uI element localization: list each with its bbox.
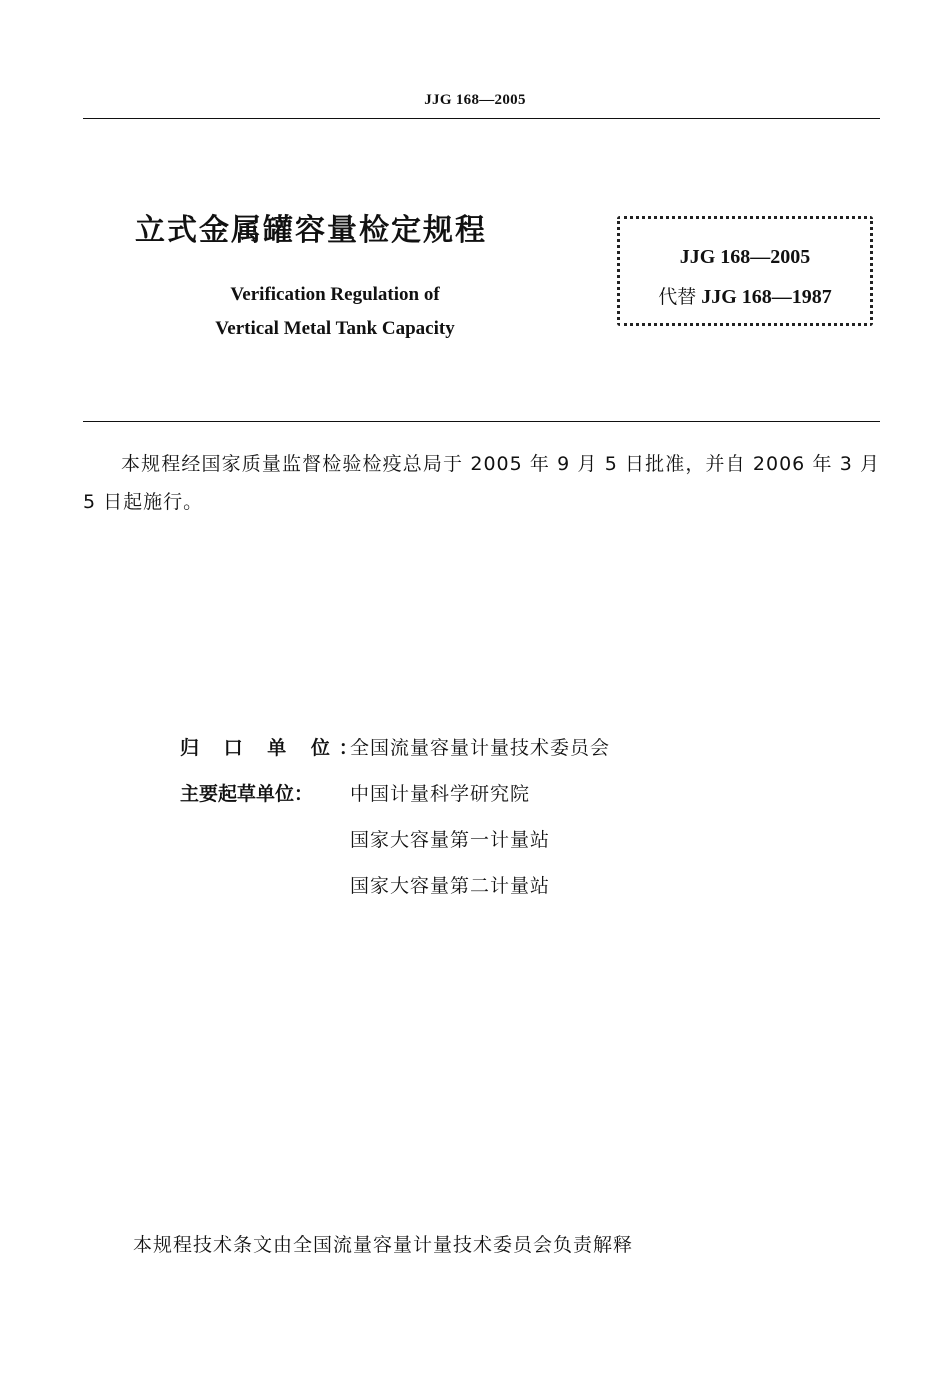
code-box-code: JJG 168—2005 — [679, 246, 811, 268]
responsible-unit-label: 归 口 单 位： — [180, 737, 367, 759]
title-english-line-2: Vertical Metal Tank Capacity — [215, 318, 455, 339]
replaces-prefix: 代替 — [658, 286, 697, 308]
section-rule — [83, 421, 880, 422]
drafting-unit-value-2: 国家大容量第一计量站 — [350, 829, 551, 851]
code-box-frame — [617, 216, 873, 326]
title-english-line-1: Verification Regulation of — [230, 284, 440, 305]
code-box-replaces — [617, 282, 873, 309]
drafting-unit-value-1: 中国计量科学研究院 — [350, 783, 531, 805]
responsible-unit-value: 全国流量容量计量技术委员会 — [350, 737, 611, 759]
title-chinese: 立式金属罐容量检定规程 — [135, 213, 487, 248]
drafting-unit-row — [180, 779, 530, 806]
running-header: JJG 168—2005 — [424, 92, 526, 108]
drafting-unit-row — [180, 871, 550, 898]
drafting-unit-value-3: 国家大容量第二计量站 — [350, 875, 551, 897]
responsible-unit-row — [180, 733, 610, 760]
interpretation-note: 本规程技术条文由全国流量容量计量技术委员会负责解释 — [133, 1234, 634, 1256]
header-rule — [83, 118, 880, 119]
drafting-unit-label: 主要起草单位： — [180, 783, 314, 805]
drafting-unit-row — [180, 825, 550, 852]
approval-paragraph: 本规程经国家质量监督检验检疫总局于 2005 年 9 月 5 日批准，并自 2006 年 3 月 5 日起施行。 — [83, 453, 880, 513]
replaces-code: JJG 168—1987 — [701, 286, 832, 308]
